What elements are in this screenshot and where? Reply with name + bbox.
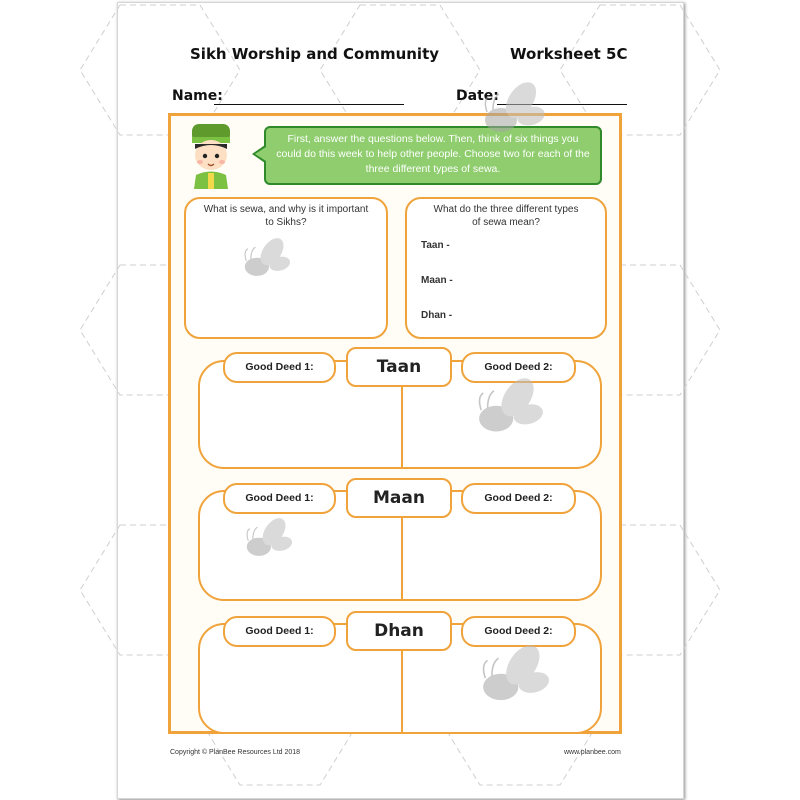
taan-prompt: Taan - bbox=[421, 240, 450, 251]
question-sewa-text: What is sewa, and why is it important to Sikhs? bbox=[203, 204, 369, 228]
taan-good-deed-1-label: Good Deed 1: bbox=[223, 352, 336, 383]
copyright-text: Copyright © PlanBee Resources Ltd 2018 bbox=[170, 749, 301, 756]
maan-heading: Maan bbox=[346, 478, 452, 518]
taan-heading: Taan bbox=[346, 347, 452, 387]
taan-good-deed-2-label: Good Deed 2: bbox=[461, 352, 576, 383]
name-label: Name: bbox=[172, 88, 223, 104]
maan-good-deed-2-label: Good Deed 2: bbox=[461, 483, 576, 514]
dhan-prompt: Dhan - bbox=[421, 310, 453, 321]
maan-prompt: Maan - bbox=[421, 275, 453, 286]
bee-watermark-icon bbox=[468, 378, 550, 440]
bee-watermark-icon bbox=[477, 82, 549, 140]
dhan-good-deed-2-label: Good Deed 2: bbox=[461, 616, 576, 647]
maan-good-deed-1-label: Good Deed 1: bbox=[223, 483, 336, 514]
worksheet-title: Sikh Worship and Community bbox=[190, 45, 440, 63]
question-types-text: What do the three different types of sewa mean? bbox=[433, 204, 579, 228]
website-link[interactable]: www.planbee.com bbox=[564, 749, 621, 756]
dhan-heading: Dhan bbox=[346, 611, 452, 651]
date-label: Date: bbox=[456, 88, 499, 104]
worksheet-number: Worksheet 5C bbox=[510, 45, 628, 63]
dhan-good-deed-1-label: Good Deed 1: bbox=[223, 616, 336, 647]
bee-watermark-icon bbox=[240, 518, 296, 562]
speech-bubble-tail-inner bbox=[255, 147, 266, 161]
instructions-bubble: First, answer the questions below. Then, think of six things you could do this week to help other people. Choose two for each of the three different types of sewa. bbox=[264, 126, 602, 185]
bee-watermark-icon bbox=[472, 645, 556, 709]
boy-avatar-icon bbox=[186, 123, 236, 189]
bee-watermark-icon bbox=[238, 238, 294, 282]
name-line[interactable] bbox=[214, 104, 404, 105]
